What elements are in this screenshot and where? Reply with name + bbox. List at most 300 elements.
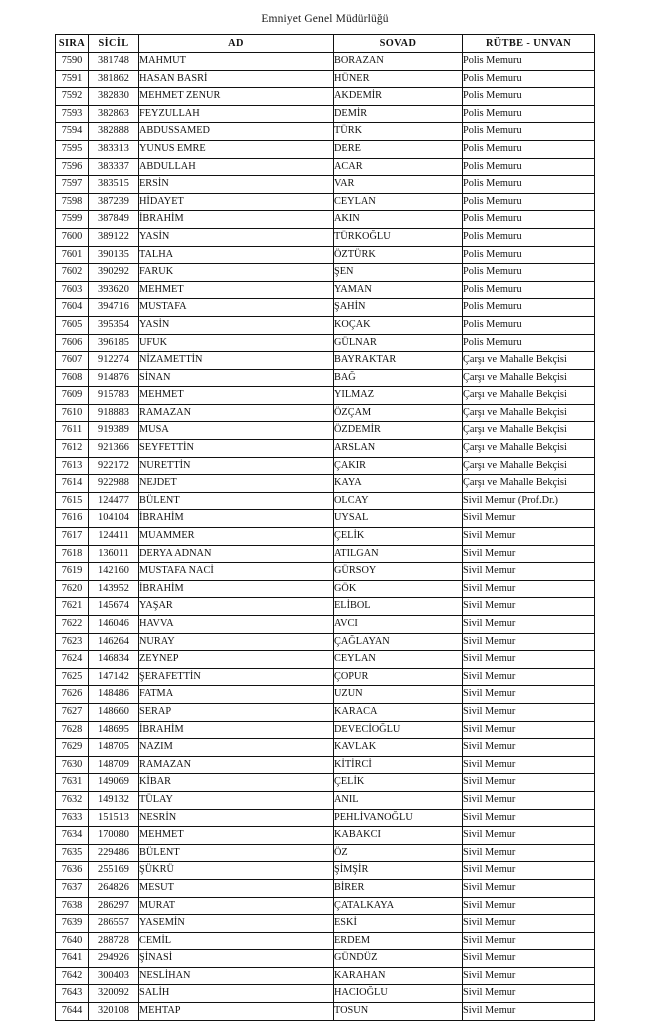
table-row [56,105,595,123]
table-row [56,950,595,968]
cell-sira: 7610 [56,404,89,422]
cell-sira: 7641 [56,950,89,968]
cell-ad: NEJDET [139,475,334,493]
cell-sira: 7592 [56,88,89,106]
cell-sicil: 148709 [89,756,139,774]
cell-ad: ABDULLAH [139,158,334,176]
cell-rutbe: Polis Memuru [463,123,595,141]
cell-sicil: 320108 [89,1003,139,1021]
table-row [56,228,595,246]
table-row [56,211,595,229]
cell-sira: 7616 [56,510,89,528]
cell-soyad: ŞEN [334,264,463,282]
cell-ad: YASEMİN [139,915,334,933]
cell-sira: 7597 [56,176,89,194]
table-row [56,457,595,475]
table-row [56,281,595,299]
cell-ad: RAMAZAN [139,756,334,774]
cell-ad: KİBAR [139,774,334,792]
cell-sicil: 381748 [89,53,139,71]
cell-ad: NAZIM [139,739,334,757]
cell-soyad: BAĞ [334,369,463,387]
cell-sira: 7607 [56,352,89,370]
cell-sira: 7637 [56,879,89,897]
cell-rutbe: Sivil Memur [463,616,595,634]
cell-ad: MUSA [139,422,334,440]
cell-ad: SERAP [139,703,334,721]
cell-ad: HAVVA [139,616,334,634]
column-header-soyad: SOVAD [334,35,463,53]
cell-sira: 7595 [56,140,89,158]
table-row [56,158,595,176]
cell-ad: FEYZULLAH [139,105,334,123]
cell-sira: 7612 [56,440,89,458]
cell-soyad: ÖZDEMİR [334,422,463,440]
cell-rutbe: Sivil Memur [463,967,595,985]
cell-soyad: ANIL [334,791,463,809]
table-row [56,475,595,493]
cell-soyad: PEHLİVANOĞLU [334,809,463,827]
cell-ad: TALHA [139,246,334,264]
cell-rutbe: Çarşı ve Mahalle Bekçisi [463,387,595,405]
cell-rutbe: Çarşı ve Mahalle Bekçisi [463,475,595,493]
table-row [56,387,595,405]
cell-ad: YASİN [139,228,334,246]
table-row [56,563,595,581]
cell-sira: 7629 [56,739,89,757]
cell-soyad: ÖZTÜRK [334,246,463,264]
cell-sicil: 147142 [89,668,139,686]
cell-sira: 7605 [56,316,89,334]
cell-ad: MUSTAFA NACİ [139,563,334,581]
cell-sicil: 382830 [89,88,139,106]
cell-soyad: CEYLAN [334,651,463,669]
cell-soyad: HÜNER [334,70,463,88]
cell-ad: MURAT [139,897,334,915]
cell-soyad: AKDEMİR [334,88,463,106]
cell-ad: YAŞAR [139,598,334,616]
cell-rutbe: Çarşı ve Mahalle Bekçisi [463,457,595,475]
cell-soyad: VAR [334,176,463,194]
table-row [56,985,595,1003]
cell-soyad: YAMAN [334,281,463,299]
cell-sira: 7644 [56,1003,89,1021]
cell-rutbe: Sivil Memur [463,756,595,774]
cell-sicil: 151513 [89,809,139,827]
cell-rutbe: Polis Memuru [463,158,595,176]
cell-sicil: 143952 [89,580,139,598]
cell-sicil: 394716 [89,299,139,317]
cell-ad: ERSİN [139,176,334,194]
cell-rutbe: Sivil Memur [463,739,595,757]
cell-ad: NESRİN [139,809,334,827]
cell-sira: 7624 [56,651,89,669]
cell-sira: 7601 [56,246,89,264]
cell-rutbe: Sivil Memur [463,827,595,845]
cell-ad: MESUT [139,879,334,897]
cell-sira: 7591 [56,70,89,88]
cell-sira: 7593 [56,105,89,123]
cell-sicil: 390292 [89,264,139,282]
cell-ad: BÜLENT [139,844,334,862]
cell-rutbe: Sivil Memur [463,545,595,563]
cell-sicil: 146046 [89,616,139,634]
cell-ad: HASAN BASRİ [139,70,334,88]
cell-soyad: KİTİRCİ [334,756,463,774]
cell-sicil: 918883 [89,404,139,422]
cell-ad: YUNUS EMRE [139,140,334,158]
table-row [56,264,595,282]
column-header-rutbe: RÜTBE - UNVAN [463,35,595,53]
table-row [56,176,595,194]
table-row [56,422,595,440]
cell-sira: 7611 [56,422,89,440]
cell-sira: 7598 [56,193,89,211]
cell-soyad: KOÇAK [334,316,463,334]
cell-rutbe: Sivil Memur [463,510,595,528]
table-row [56,809,595,827]
cell-rutbe: Sivil Memur [463,721,595,739]
cell-rutbe: Sivil Memur [463,651,595,669]
cell-soyad: BAYRAKTAR [334,352,463,370]
cell-sicil: 149132 [89,791,139,809]
cell-rutbe: Sivil Memur [463,932,595,950]
cell-rutbe: Sivil Memur [463,668,595,686]
cell-sicil: 124411 [89,528,139,546]
cell-rutbe: Polis Memuru [463,88,595,106]
cell-soyad: TÜRK [334,123,463,141]
cell-sira: 7609 [56,387,89,405]
cell-ad: FATMA [139,686,334,704]
cell-ad: NİZAMETTİN [139,352,334,370]
cell-rutbe: Polis Memuru [463,281,595,299]
cell-soyad: ÖZÇAM [334,404,463,422]
page-title: Emniyet Genel Müdürlüğü [261,13,389,25]
cell-sicil: 912274 [89,352,139,370]
cell-rutbe: Polis Memuru [463,211,595,229]
cell-sira: 7642 [56,967,89,985]
table-row [56,827,595,845]
cell-soyad: ÖZ [334,844,463,862]
table-row [56,1003,595,1021]
table-row [56,123,595,141]
table-row [56,492,595,510]
table-row [56,404,595,422]
cell-rutbe: Polis Memuru [463,299,595,317]
cell-sira: 7635 [56,844,89,862]
cell-soyad: GÜNDÜZ [334,950,463,968]
table-row [56,932,595,950]
column-header-sira: SIRA [56,35,89,53]
table-row [56,53,595,71]
cell-sicil: 393620 [89,281,139,299]
cell-rutbe: Sivil Memur [463,686,595,704]
cell-soyad: YILMAZ [334,387,463,405]
cell-soyad: GÖK [334,580,463,598]
table-row [56,668,595,686]
cell-soyad: HACIOĞLU [334,985,463,1003]
cell-rutbe: Polis Memuru [463,105,595,123]
cell-ad: MEHMET [139,281,334,299]
cell-ad: SEYFETTİN [139,440,334,458]
cell-sicil: 146834 [89,651,139,669]
cell-soyad: ERDEM [334,932,463,950]
table-row [56,791,595,809]
cell-rutbe: Polis Memuru [463,176,595,194]
table-row [56,246,595,264]
table-row [56,862,595,880]
cell-sicil: 922988 [89,475,139,493]
cell-soyad: ŞİMŞİR [334,862,463,880]
cell-sicil: 229486 [89,844,139,862]
cell-sira: 7633 [56,809,89,827]
cell-sira: 7600 [56,228,89,246]
cell-rutbe: Polis Memuru [463,264,595,282]
cell-sira: 7630 [56,756,89,774]
cell-rutbe: Sivil Memur [463,598,595,616]
cell-sicil: 142160 [89,563,139,581]
cell-soyad: ESKİ [334,915,463,933]
cell-ad: MEHTAP [139,1003,334,1021]
cell-rutbe: Polis Memuru [463,53,595,71]
table-row [56,528,595,546]
cell-ad: NESLİHAN [139,967,334,985]
cell-sicil: 149069 [89,774,139,792]
cell-sira: 7596 [56,158,89,176]
cell-sicil: 921366 [89,440,139,458]
table-row [56,967,595,985]
table-header-row [56,35,595,53]
cell-sicil: 387239 [89,193,139,211]
cell-sira: 7615 [56,492,89,510]
cell-sira: 7636 [56,862,89,880]
table-row [56,844,595,862]
cell-sicil: 922172 [89,457,139,475]
cell-sicil: 148660 [89,703,139,721]
cell-ad: MUAMMER [139,528,334,546]
cell-ad: ŞİNASİ [139,950,334,968]
cell-ad: NURETTİN [139,457,334,475]
table-row [56,879,595,897]
column-header-ad: AD [139,35,334,53]
cell-soyad: KAVLAK [334,739,463,757]
cell-sicil: 320092 [89,985,139,1003]
cell-rutbe: Polis Memuru [463,140,595,158]
cell-sira: 7634 [56,827,89,845]
cell-rutbe: Polis Memuru [463,316,595,334]
cell-ad: İBRAHİM [139,580,334,598]
cell-sira: 7626 [56,686,89,704]
table-header [56,35,595,53]
cell-sicil: 383313 [89,140,139,158]
cell-rutbe: Polis Memuru [463,334,595,352]
cell-sira: 7632 [56,791,89,809]
cell-soyad: KABAKCI [334,827,463,845]
cell-rutbe: Sivil Memur [463,1003,595,1021]
cell-sicil: 255169 [89,862,139,880]
cell-soyad: ARSLAN [334,440,463,458]
cell-soyad: AKIN [334,211,463,229]
cell-rutbe: Çarşı ve Mahalle Bekçisi [463,440,595,458]
cell-soyad: TÜRKOĞLU [334,228,463,246]
cell-ad: MEHMET ZENUR [139,88,334,106]
cell-sira: 7590 [56,53,89,71]
cell-rutbe: Sivil Memur [463,791,595,809]
cell-sicil: 104104 [89,510,139,528]
cell-soyad: ACAR [334,158,463,176]
cell-ad: NURAY [139,633,334,651]
table-row [56,369,595,387]
cell-sicil: 915783 [89,387,139,405]
cell-soyad: ÇOPUR [334,668,463,686]
cell-ad: HİDAYET [139,193,334,211]
cell-ad: ABDUSSAMED [139,123,334,141]
cell-sicil: 148705 [89,739,139,757]
table-row [56,580,595,598]
cell-ad: SALİH [139,985,334,1003]
cell-rutbe: Sivil Memur [463,580,595,598]
cell-ad: ŞERAFETTİN [139,668,334,686]
cell-sicil: 148486 [89,686,139,704]
cell-sira: 7640 [56,932,89,950]
cell-soyad: ÇATALKAYA [334,897,463,915]
cell-soyad: ELİBOL [334,598,463,616]
table-row [56,686,595,704]
cell-rutbe: Sivil Memur [463,897,595,915]
table-row [56,721,595,739]
table-row [56,633,595,651]
cell-ad: MAHMUT [139,53,334,71]
cell-ad: İBRAHİM [139,721,334,739]
cell-soyad: OLCAY [334,492,463,510]
cell-ad: MEHMET [139,827,334,845]
cell-sicil: 294926 [89,950,139,968]
cell-sira: 7619 [56,563,89,581]
cell-sira: 7631 [56,774,89,792]
cell-sira: 7638 [56,897,89,915]
cell-soyad: ÇAĞLAYAN [334,633,463,651]
cell-rutbe: Çarşı ve Mahalle Bekçisi [463,422,595,440]
cell-soyad: ÇELİK [334,774,463,792]
cell-rutbe: Sivil Memur [463,844,595,862]
cell-ad: YASİN [139,316,334,334]
cell-sira: 7620 [56,580,89,598]
cell-soyad: UYSAL [334,510,463,528]
cell-ad: SİNAN [139,369,334,387]
cell-rutbe: Sivil Memur [463,528,595,546]
cell-rutbe: Sivil Memur [463,633,595,651]
cell-soyad: ÇELİK [334,528,463,546]
cell-rutbe: Polis Memuru [463,70,595,88]
table-row [56,299,595,317]
cell-sicil: 264826 [89,879,139,897]
cell-sira: 7622 [56,616,89,634]
cell-sira: 7602 [56,264,89,282]
cell-sira: 7608 [56,369,89,387]
table-row [56,774,595,792]
cell-ad: ŞÜKRÜ [139,862,334,880]
cell-sicil: 914876 [89,369,139,387]
cell-soyad: GÜLNAR [334,334,463,352]
cell-sira: 7594 [56,123,89,141]
cell-sira: 7621 [56,598,89,616]
table-row [56,70,595,88]
cell-sira: 7606 [56,334,89,352]
cell-ad: MUSTAFA [139,299,334,317]
cell-ad: RAMAZAN [139,404,334,422]
cell-ad: FARUK [139,264,334,282]
cell-rutbe: Polis Memuru [463,228,595,246]
cell-ad: BÜLENT [139,492,334,510]
cell-soyad: CEYLAN [334,193,463,211]
cell-sicil: 919389 [89,422,139,440]
cell-rutbe: Sivil Memur [463,950,595,968]
cell-sira: 7623 [56,633,89,651]
cell-rutbe: Sivil Memur [463,703,595,721]
cell-sira: 7643 [56,985,89,1003]
cell-sicil: 390135 [89,246,139,264]
cell-rutbe: Sivil Memur [463,879,595,897]
cell-sicil: 383515 [89,176,139,194]
cell-soyad: DEMİR [334,105,463,123]
cell-soyad: DEVECİOĞLU [334,721,463,739]
cell-sicil: 300403 [89,967,139,985]
table-row [56,651,595,669]
table-row [56,193,595,211]
cell-sira: 7604 [56,299,89,317]
cell-soyad: BİRER [334,879,463,897]
cell-sira: 7618 [56,545,89,563]
cell-sicil: 382888 [89,123,139,141]
cell-sicil: 286297 [89,897,139,915]
cell-rutbe: Sivil Memur [463,862,595,880]
cell-sira: 7613 [56,457,89,475]
cell-sicil: 145674 [89,598,139,616]
cell-soyad: ATILGAN [334,545,463,563]
cell-sicil: 286557 [89,915,139,933]
cell-sira: 7617 [56,528,89,546]
cell-soyad: UZUN [334,686,463,704]
cell-sicil: 396185 [89,334,139,352]
cell-sicil: 387849 [89,211,139,229]
cell-sira: 7603 [56,281,89,299]
cell-sicil: 148695 [89,721,139,739]
personnel-table [55,34,595,1021]
cell-rutbe: Sivil Memur (Prof.Dr.) [463,492,595,510]
cell-rutbe: Çarşı ve Mahalle Bekçisi [463,352,595,370]
cell-rutbe: Polis Memuru [463,246,595,264]
table-row [56,440,595,458]
table-row [56,756,595,774]
cell-soyad: DERE [334,140,463,158]
cell-ad: DERYA ADNAN [139,545,334,563]
cell-sicil: 124477 [89,492,139,510]
cell-ad: İBRAHİM [139,510,334,528]
cell-ad: ZEYNEP [139,651,334,669]
cell-sicil: 383337 [89,158,139,176]
cell-soyad: BORAZAN [334,53,463,71]
table-row [56,703,595,721]
column-header-sicil: SİCİL [89,35,139,53]
table-row [56,352,595,370]
cell-sicil: 389122 [89,228,139,246]
cell-rutbe: Sivil Memur [463,915,595,933]
cell-sicil: 170080 [89,827,139,845]
cell-soyad: AVCI [334,616,463,634]
cell-soyad: KAYA [334,475,463,493]
table-row [56,334,595,352]
cell-ad: UFUK [139,334,334,352]
